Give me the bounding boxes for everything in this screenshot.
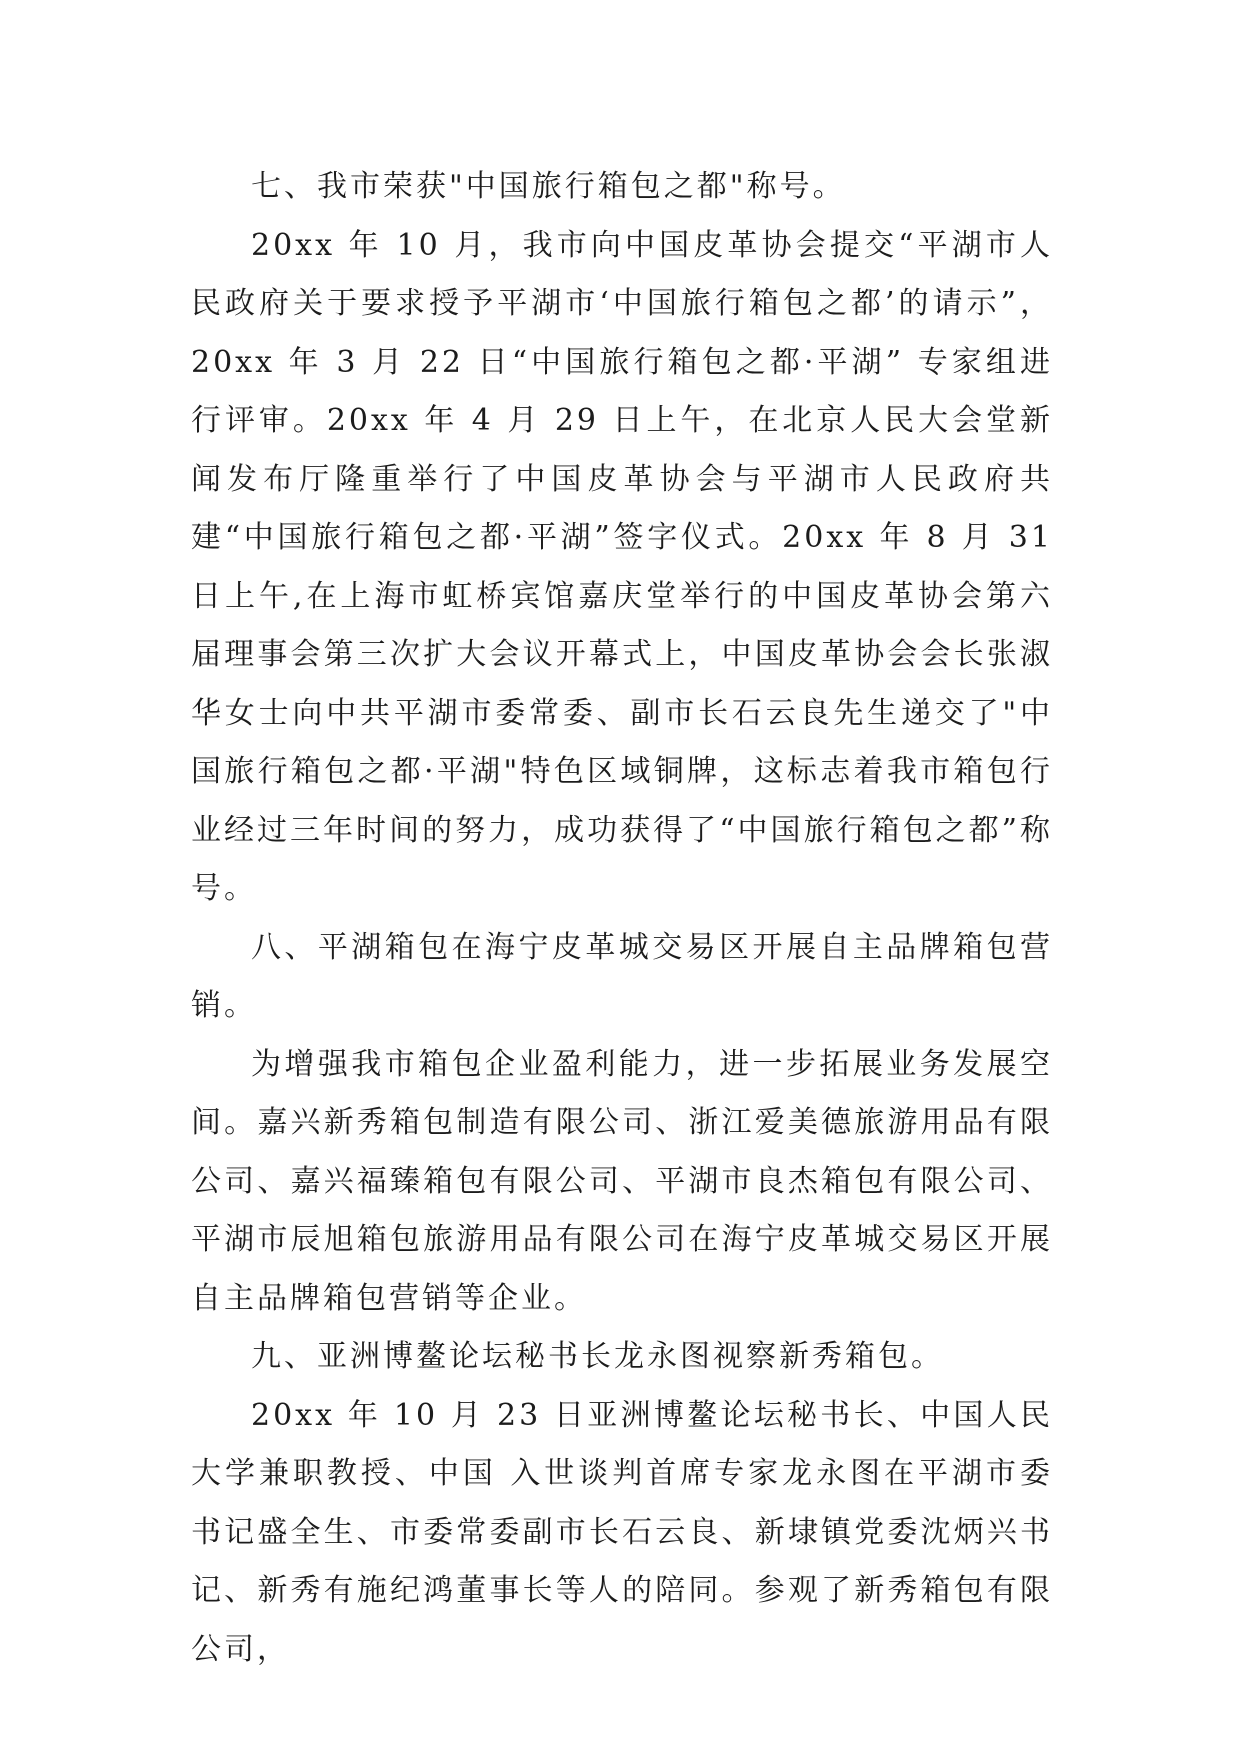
paragraph-eight-body: 为增强我市箱包企业盈利能力，进一步拓展业务发展空间。嘉兴新秀箱包制造有限公司、浙江爱美德旅游用品有限公司、嘉兴福臻箱包有限公司、平湖市良杰箱包有限公司、平湖市辰旭箱包旅游用品有限公司在海宁皮革城交易区开展自主品牌箱包营销等企业。: [191, 1046, 1053, 1316]
heading-nine: 九、亚洲博鳌论坛秘书长龙永图视察新秀箱包。: [251, 1339, 944, 1374]
heading-seven: 七、我市荣获"中国旅行箱包之都"称号。: [251, 169, 846, 204]
paragraph-nine-body: 20xx 年 10 月 23 日亚洲博鳌论坛秘书长、中国人民大学兼职教授、中国 入世谈判首席专家龙永图在平湖市委书记盛全生、市委常委副市长石云良、新埭镇党委沈炳兴书记、新秀有施纪鸿董事长等人的陪同。参观了新秀箱包有限公司，: [191, 1397, 1053, 1667]
document-page: [191, 158, 1053, 1679]
heading-eight: 八、平湖箱包在海宁皮革城交易区开展自主品牌箱包营销。: [191, 929, 1053, 1023]
paragraph-seven-body: 20xx 年 10 月，我市向中国皮革协会提交“平湖市人民政府关于要求授予平湖市‘中国旅行箱包之都’的请示”，20xx 年 3 月 22 日“中国旅行箱包之都·平湖” 专家组进行评审。20xx 年 4 月 29 日上午，在北京人民大会堂新闻发布厅隆重举行了中国皮革协会与平湖市人民政府共建“中国旅行箱包之都·平湖”签字仪式。20xx 年 8 月 31 日上午,在上海市虹桥宾馆嘉庆堂举行的中国皮革协会第六届理事会第三次扩大会议开幕式上，中国皮革协会会长张淑华女士向中共平湖市委常委、副市长石云良先生递交了"中国旅行箱包之都·平湖"特色区域铜牌，这标志着我市箱包行业经过三年时间的努力，成功获得了“中国旅行箱包之都”称号。: [191, 227, 1053, 906]
